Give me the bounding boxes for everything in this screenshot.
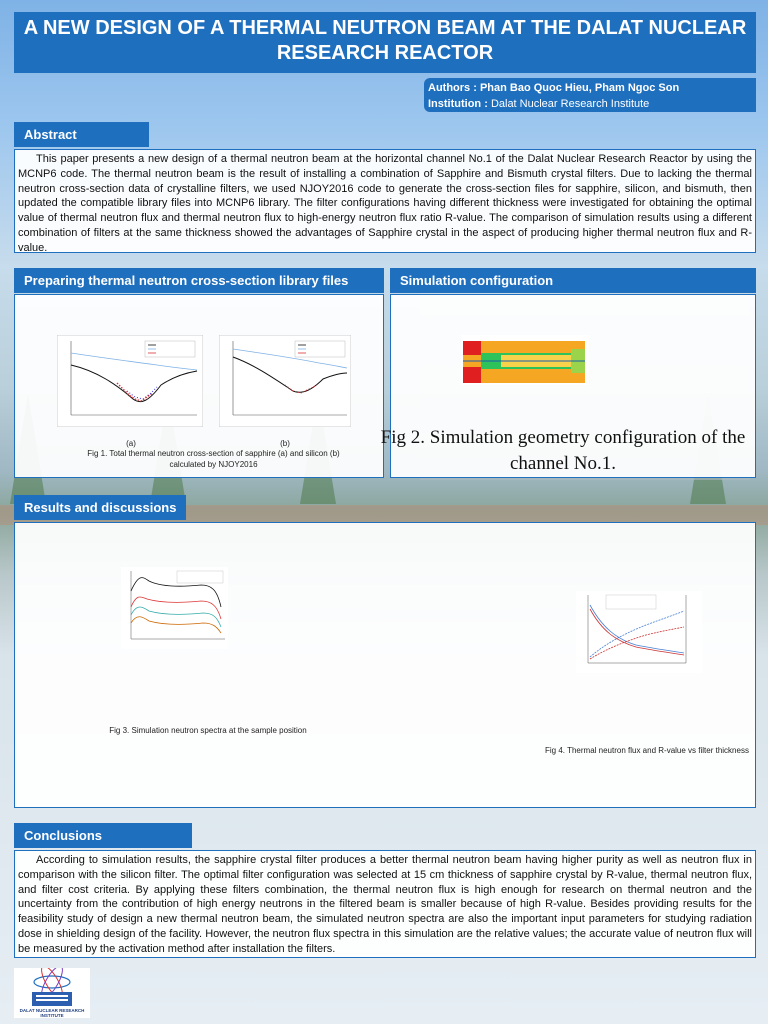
abstract-heading-text: Abstract — [24, 127, 77, 142]
conclusions-heading-text: Conclusions — [24, 828, 103, 843]
title-text: A NEW DESIGN OF A THERMAL NEUTRON BEAM AT THE DALAT NUCLEAR RESEARCH REACTOR — [23, 17, 747, 64]
abstract-heading — [14, 122, 149, 147]
conclusions-panel — [14, 850, 756, 958]
conclusions-heading — [14, 823, 192, 848]
prep-heading-text: Preparing thermal neutron cross-section library files — [24, 273, 349, 288]
institution-label: Institution : — [428, 98, 491, 110]
fig4-chart — [576, 591, 702, 673]
authors-names: Phan Bao Quoc Hieu, Pham Ngoc Son — [479, 82, 680, 94]
logo-text: DALAT NUCLEAR RESEARCH INSTITUTE — [19, 1008, 85, 1018]
authors-box — [424, 78, 756, 112]
fig3-caption: Fig 3. Simulation neutron spectra at the sample position — [109, 726, 307, 735]
conclusions-text: According to simulation results, the sapphire crystal filter produces a better thermal neutron beam having higher purity as well as neutron flux in comparison with the silicon filter. The optimal filter configuration was selected at 15 cm thickness of sapphire crystal by R-value, thermal neutron flux, and filter cost criteria. By applying these filters combination, the thermal neutron flux is high enough for research on thermal neutron and the uncertainty from the contribution of high energy neutrons in the filtered beam is smaller because of high R-value. Besides providing results for the feasibility study of design a new thermal neutron beam, the simulated neutron spectra are also the important input parameters for studying radiation dose in shielding design of the facility. However, the neutron flux spectra in this simulation are the relative values; the accurate value of neutron flux will be measured by the activation method after installation the filters. — [18, 854, 752, 955]
prep-panel — [14, 294, 384, 478]
fig1b-label: (b) — [280, 439, 290, 448]
results-heading-text: Results and discussions — [24, 500, 177, 515]
results-panel — [14, 522, 756, 808]
prep-heading — [14, 268, 384, 293]
fig2-geometry — [461, 335, 589, 385]
fig2-caption: Fig 2. Simulation geometry configuration of the channel No.1. — [380, 427, 746, 474]
fig1a-label: (a) — [126, 439, 136, 448]
abstract-panel — [14, 149, 756, 253]
sim-heading-text: Simulation configuration — [400, 273, 554, 288]
sim-panel — [380, 294, 756, 478]
institution-line — [428, 96, 752, 112]
poster-title — [14, 12, 756, 73]
fig3-chart — [121, 567, 228, 649]
fig1a-chart — [57, 335, 203, 427]
sim-heading — [390, 268, 756, 293]
institute-logo — [14, 968, 90, 1018]
authors-line — [428, 80, 752, 96]
results-heading — [14, 495, 186, 520]
fig1-caption: Fig 1. Total thermal neutron cross-section of sapphire (a) and silicon (b) calculated by NJOY2016 — [87, 449, 340, 469]
fig1b-chart — [219, 335, 351, 427]
abstract-text: This paper presents a new design of a thermal neutron beam at the horizontal channel No.1 of the Dalat Nuclear Research Reactor by using the MCNP6 code. The thermal neutron beam is the result of installing a combination of Sapphire and Bismuth crystal filters. Due to lacking the thermal neutron cross-section data of crystalline filters, we used NJOY2016 code to generate the cross-section files for sapphire, silicon, and bismuth, then updated the compatible library files into MCNP6 library. The filter configurations having different thickness were investigated for obtaining the optimal value of thermal neutron flux and thermal neutron flux to high-energy neutron flux ratio R-value. The comparison of simulation results using a different combination of filters at the same thickness showed the advantages of Sapphire crystal in the aspect of producing higher thermal neutron flux and R-value. — [18, 153, 752, 254]
authors-label: Authors : — [428, 82, 480, 94]
fig4-caption: Fig 4. Thermal neutron flux and R-value vs filter thickness — [545, 746, 749, 755]
institution-name: Dalat Nuclear Research Institute — [490, 98, 650, 110]
